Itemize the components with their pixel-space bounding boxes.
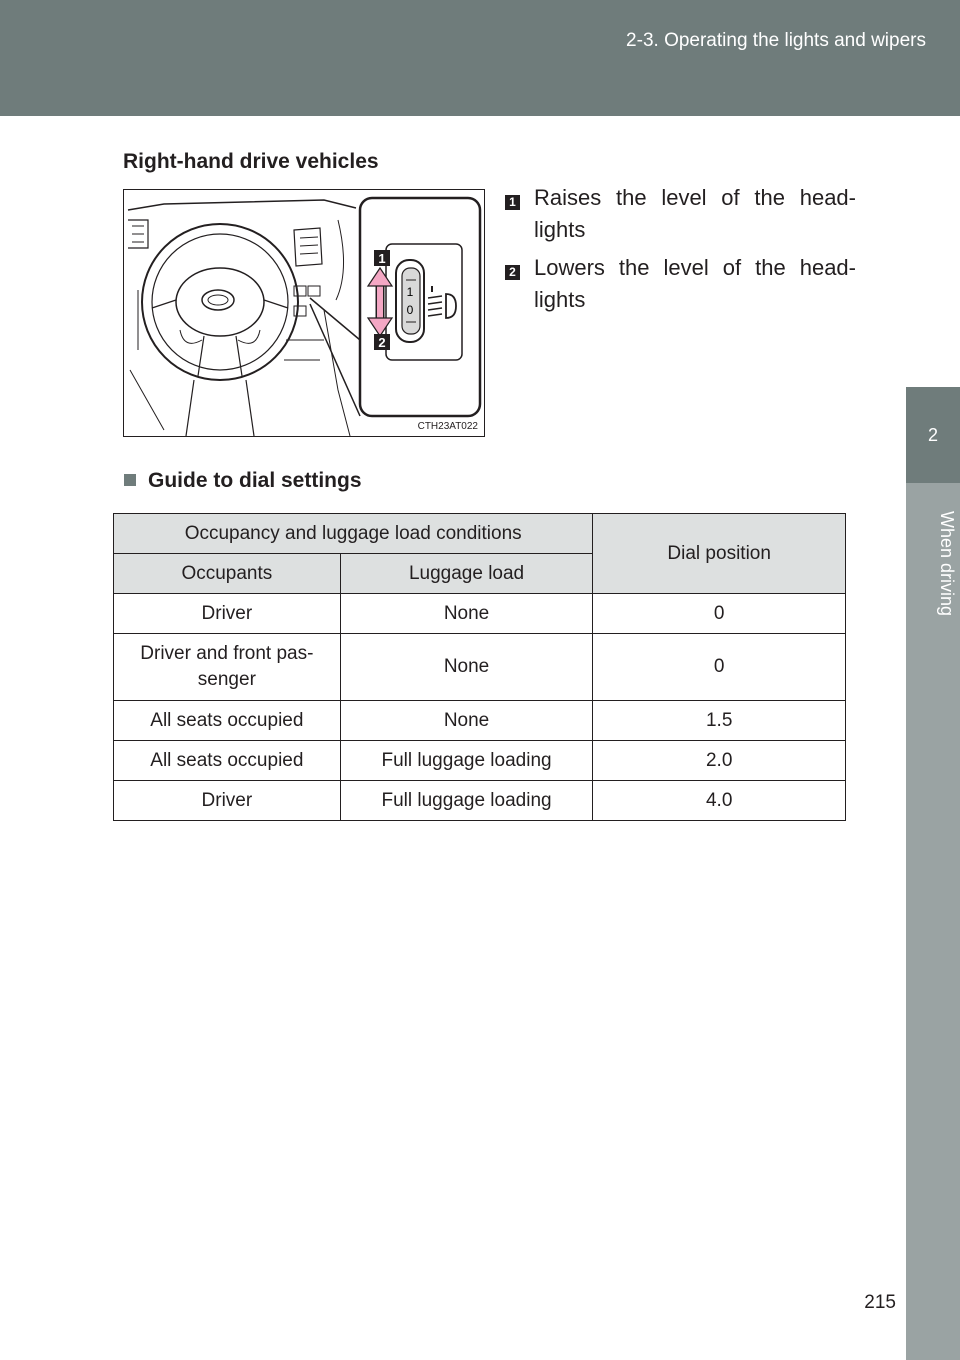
cell-occupants: All seats occupied xyxy=(114,741,341,781)
item-text: Raises the level of the head-lights xyxy=(534,185,856,242)
cell-luggage: None xyxy=(340,701,593,741)
cell-dial: 1.5 xyxy=(593,701,846,741)
group-header: Occupancy and luggage load conditions xyxy=(114,514,593,554)
chapter-label: When driving xyxy=(937,511,957,617)
cell-luggage: Full luggage loading xyxy=(340,741,593,781)
list-item xyxy=(504,182,856,246)
callout-2: 2 xyxy=(378,335,386,350)
cell-luggage: Full luggage loading xyxy=(340,781,593,821)
figure-code: CTH23AT022 xyxy=(417,421,478,432)
table-row xyxy=(114,741,846,781)
cell-occupants: Driver xyxy=(114,781,341,821)
chapter-tab xyxy=(906,387,960,483)
steering-wheel-illustration xyxy=(123,189,485,437)
chapter-strip xyxy=(906,483,960,1360)
page-number: 215 xyxy=(864,1292,896,1313)
subhead xyxy=(124,469,362,493)
table-row xyxy=(114,781,846,821)
cell-occupants: Driver xyxy=(114,594,341,634)
page-header xyxy=(0,0,960,116)
callout-badge-2: 2 xyxy=(505,265,520,280)
list-item xyxy=(504,252,856,316)
callout-list xyxy=(504,182,856,322)
table-row xyxy=(114,594,846,634)
subhead-text: Guide to dial settings xyxy=(148,469,362,492)
dial-mark-1: 1 xyxy=(406,285,414,299)
dial-mark-0: 0 xyxy=(406,303,414,317)
cell-luggage: None xyxy=(340,594,593,634)
dial-settings-table xyxy=(113,513,846,821)
header-title: 2-3. Operating the lights and wipers xyxy=(626,30,926,51)
column-header-luggage: Luggage load xyxy=(340,554,593,594)
callout-badge-1: 1 xyxy=(505,195,520,210)
cell-dial: 2.0 xyxy=(593,741,846,781)
table-row xyxy=(114,701,846,741)
section-title: Right-hand drive vehicles xyxy=(123,150,379,173)
cell-dial: 0 xyxy=(593,634,846,701)
table-row xyxy=(114,634,846,701)
cell-luggage: None xyxy=(340,634,593,701)
dashboard-drawing xyxy=(124,190,484,436)
callout-1: 1 xyxy=(378,251,386,266)
cell-occupants: All seats occupied xyxy=(114,701,341,741)
square-bullet-icon xyxy=(124,474,136,486)
cell-dial: 4.0 xyxy=(593,781,846,821)
column-header-occupants: Occupants xyxy=(114,554,341,594)
cell-dial: 0 xyxy=(593,594,846,634)
item-text: Lowers the level of the head-lights xyxy=(534,255,856,312)
cell-occupants: Driver and front pas-senger xyxy=(114,634,341,701)
chapter-number: 2 xyxy=(927,425,938,445)
column-header-dial: Dial position xyxy=(593,514,846,594)
